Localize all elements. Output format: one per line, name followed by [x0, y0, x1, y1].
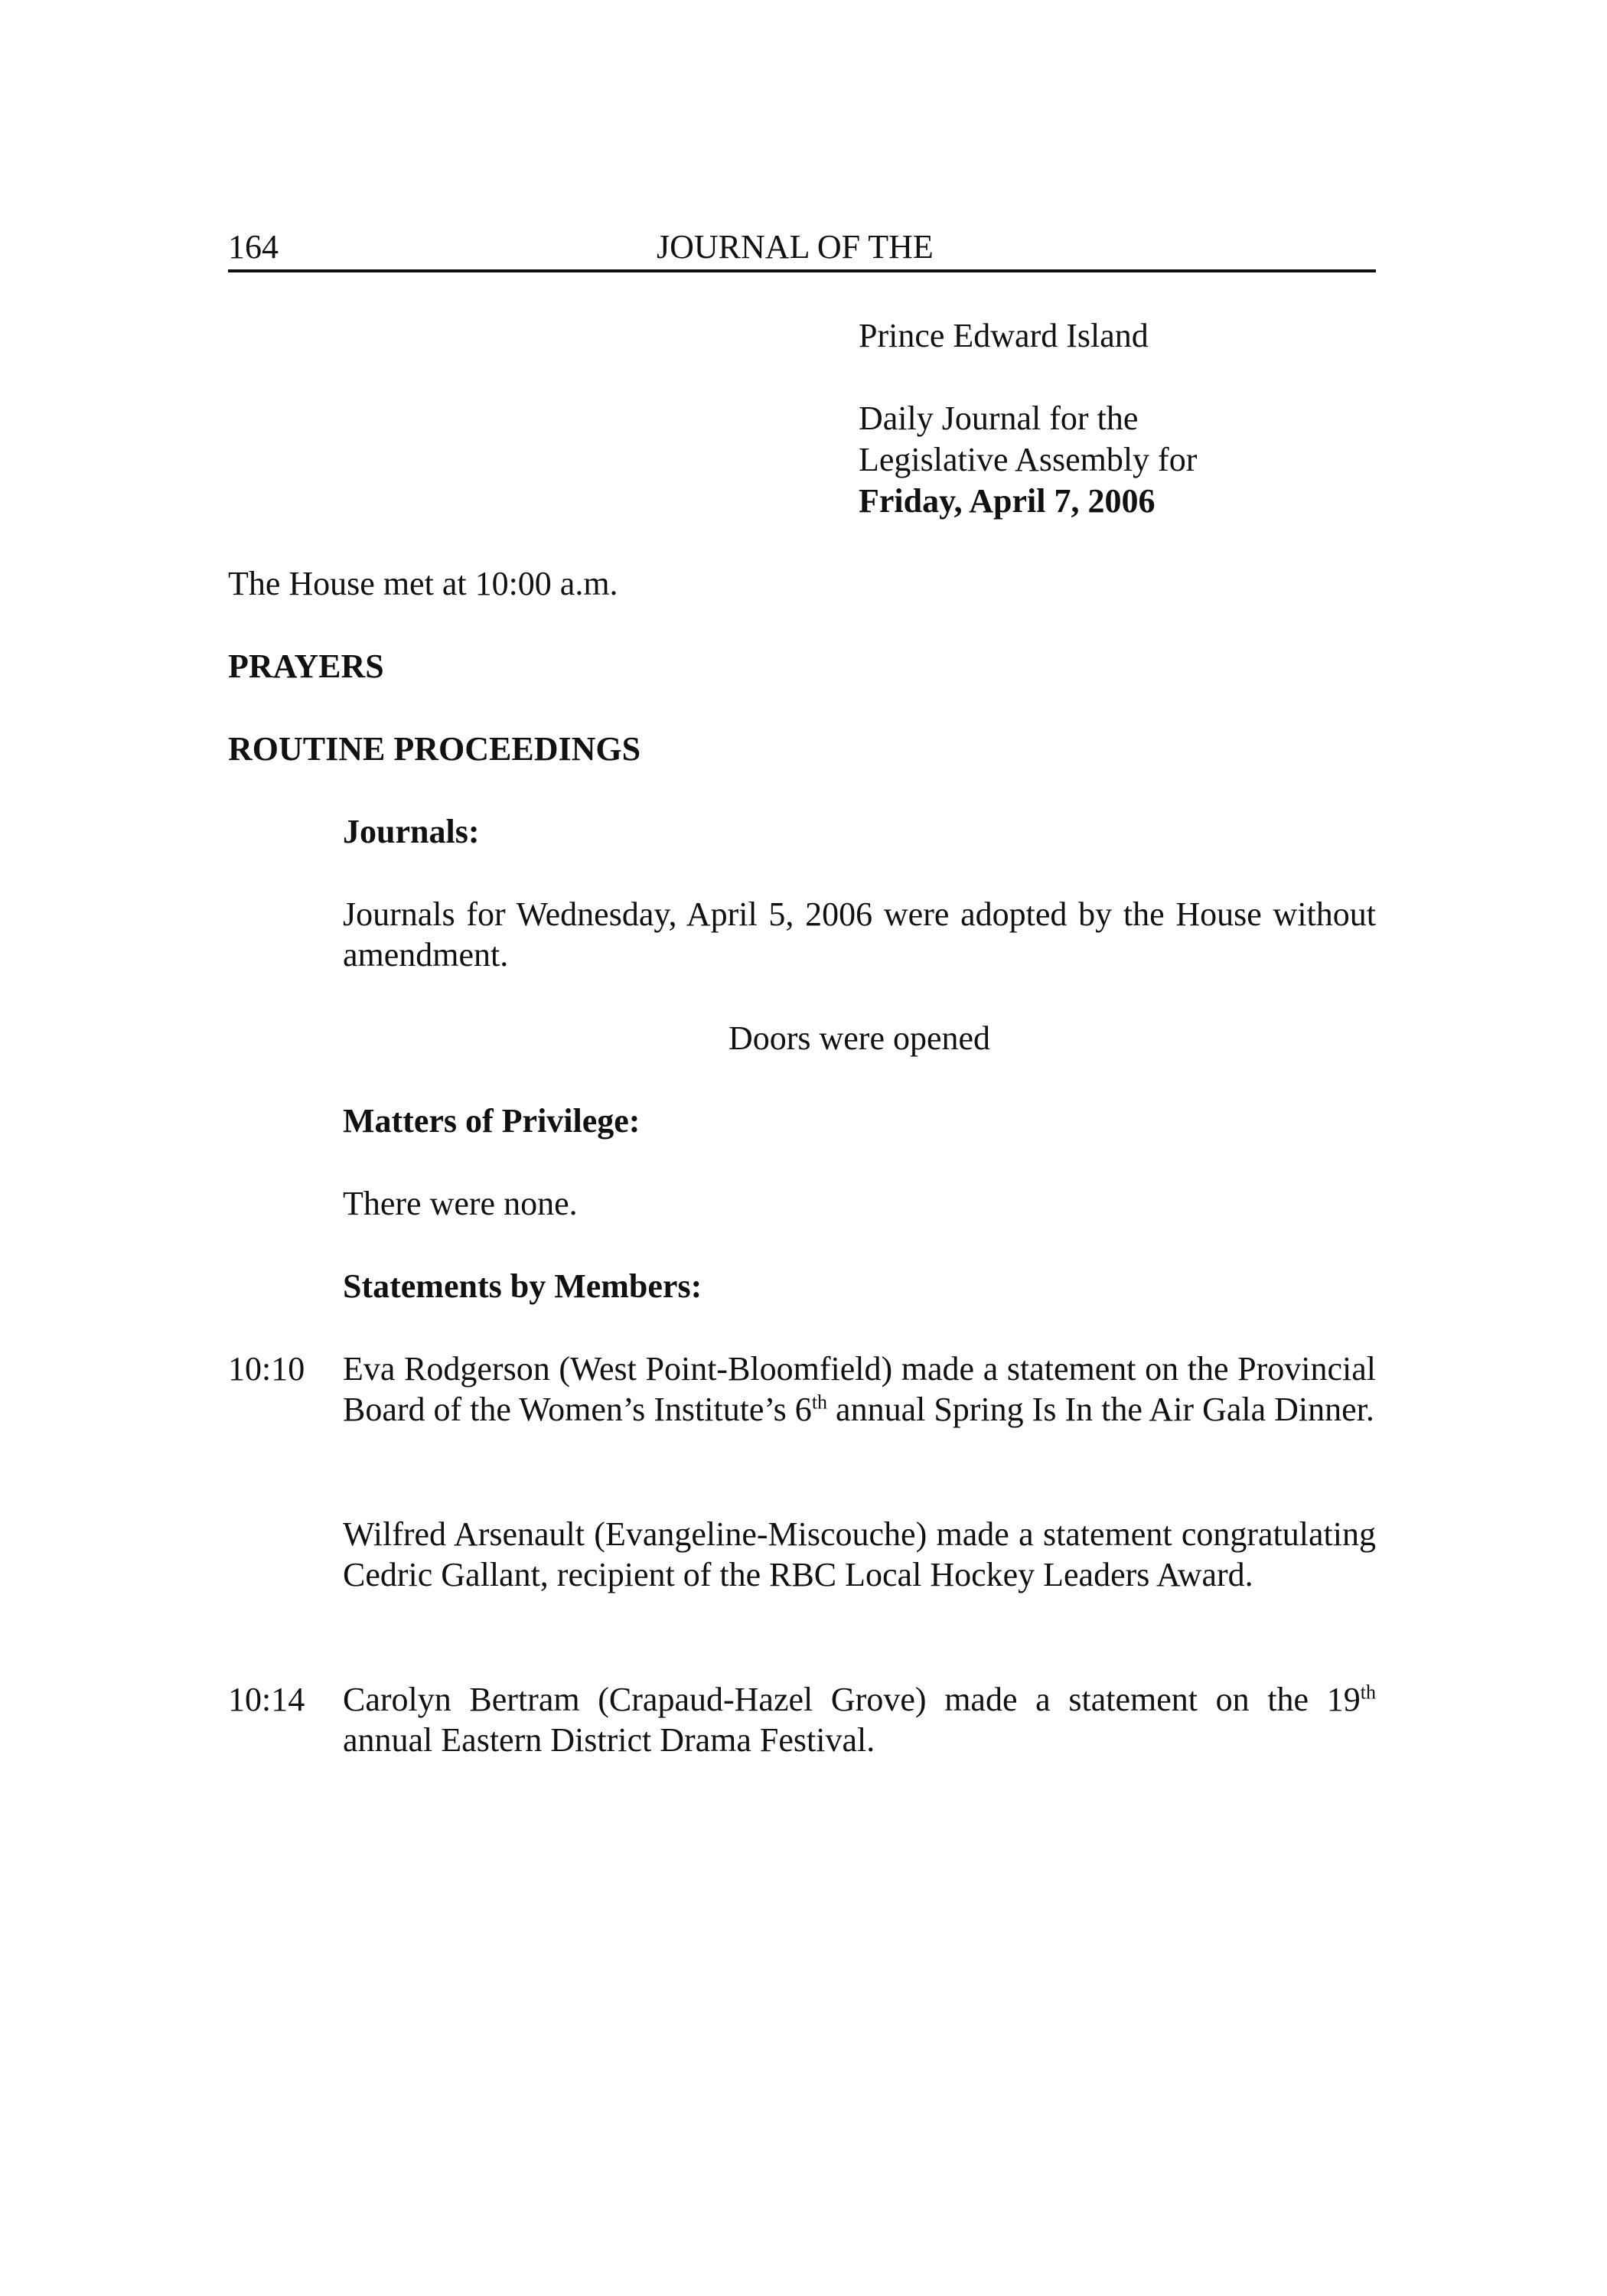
journal-title: JOURNAL OF THE — [657, 228, 934, 266]
masthead-line-2: Legislative Assembly for — [859, 441, 1198, 478]
statement-time: 10:10 — [228, 1350, 305, 1388]
masthead-province: Prince Edward Island — [859, 317, 1149, 354]
section-prayers: PRAYERS — [228, 647, 384, 685]
statement-item: Carolyn Bertram (Crapaud-Hazel Grove) made a statement on the 19th annual Eastern District Drama Festival. — [343, 1681, 1376, 1759]
opening-statement: The House met at 10:00 a.m. — [228, 565, 618, 602]
statement-time: 10:14 — [228, 1681, 305, 1718]
privilege-heading: Matters of Privilege: — [343, 1102, 641, 1140]
doors-opened-notice: Doors were opened — [728, 1019, 991, 1057]
masthead-date: Friday, April 7, 2006 — [859, 482, 1156, 520]
section-routine-proceedings: ROUTINE PROCEEDINGS — [228, 730, 641, 768]
privilege-text: There were none. — [343, 1185, 578, 1222]
statements-heading: Statements by Members: — [343, 1267, 702, 1305]
masthead-line-1: Daily Journal for the — [859, 400, 1139, 437]
statement-item: Eva Rodgerson (West Point-Bloomfield) made a statement on the Provincial Board of the Women’s Institute’s 6th annual Spring Is In the Air Gala Dinner. — [343, 1350, 1376, 1428]
statement-item: Wilfred Arsenault (Evangeline-Miscouche) made a statement congratulating Cedric Gallant, recipient of the RBC Local Hockey Leaders Award. — [343, 1515, 1376, 1593]
page-header — [228, 227, 1376, 272]
journals-text: Journals for Wednesday, April 5, 2006 were adopted by the House without amendment. — [343, 895, 1376, 974]
journals-heading: Journals: — [343, 813, 480, 850]
page-number: 164 — [228, 228, 279, 266]
